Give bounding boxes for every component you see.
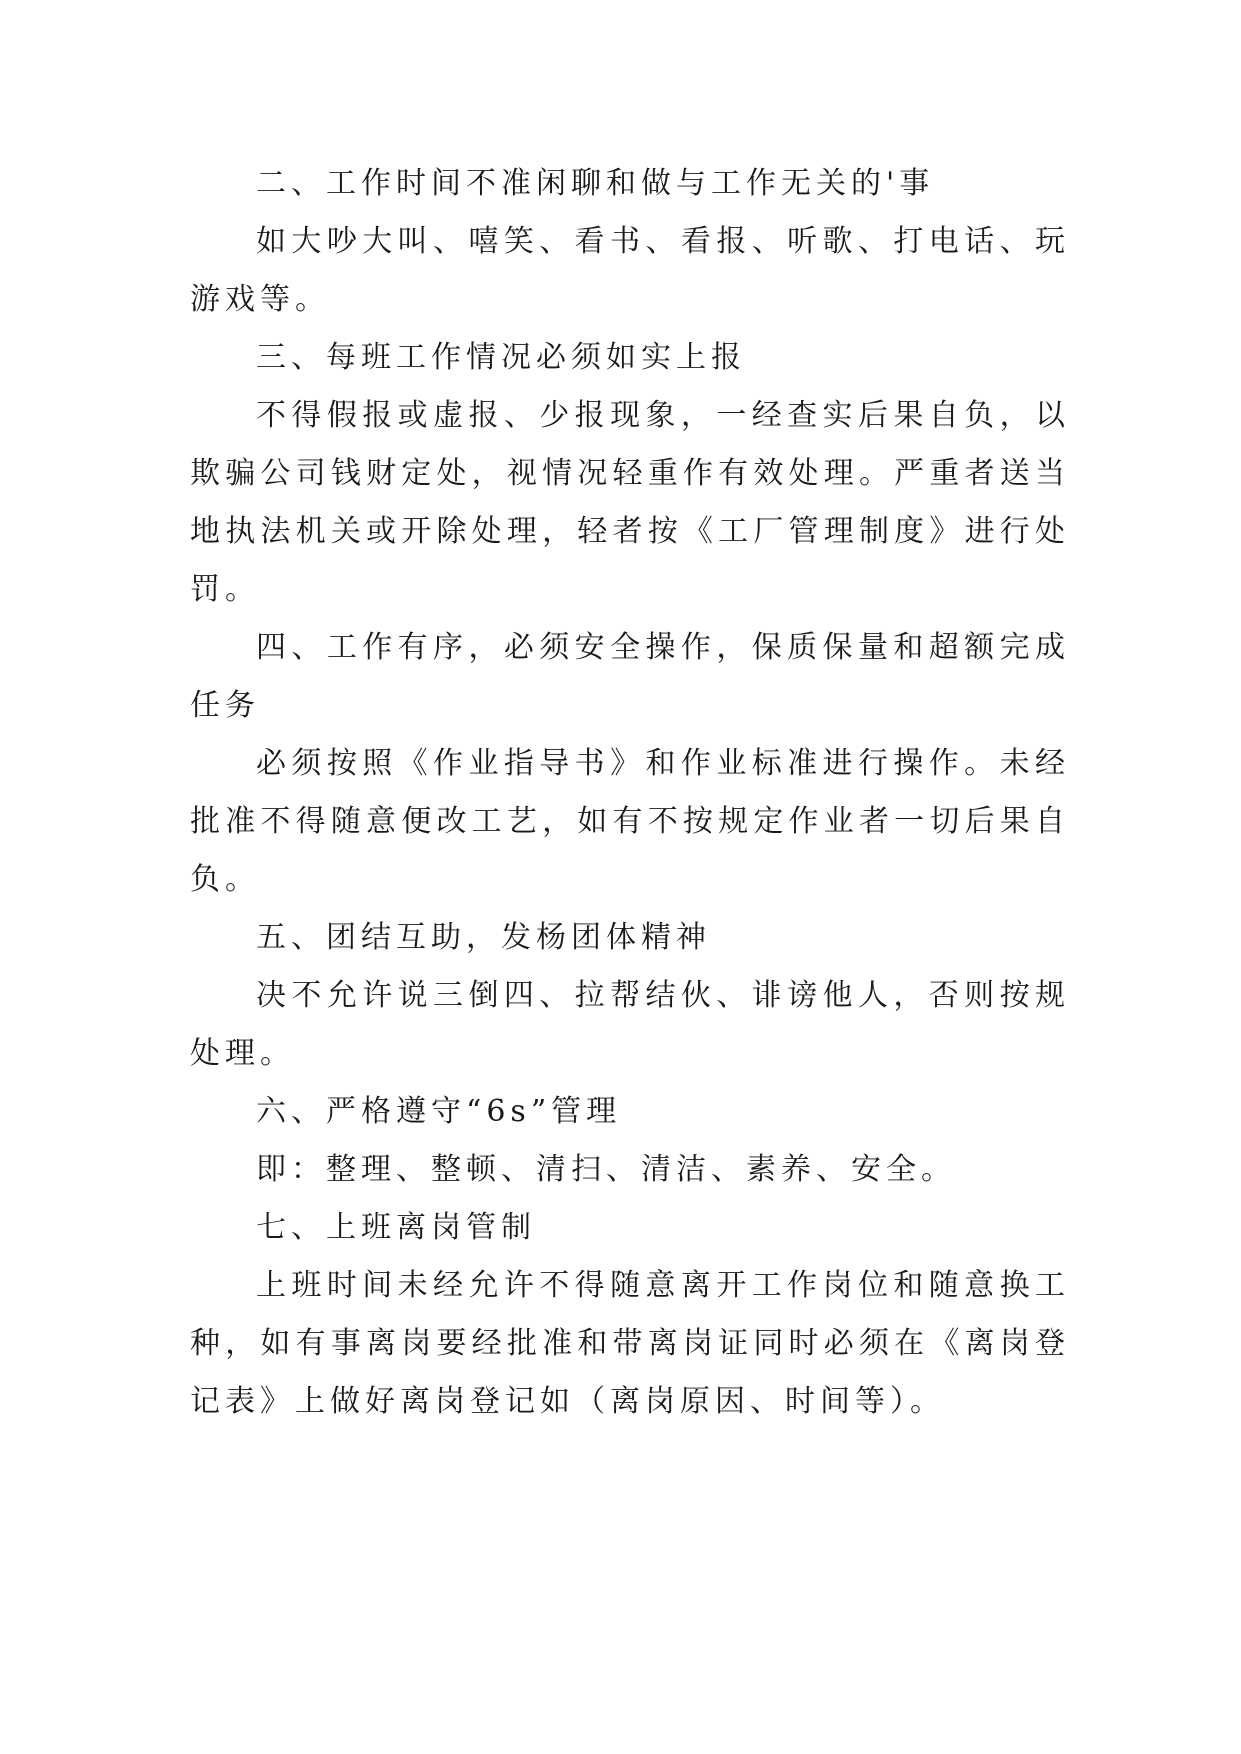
section-body-6: 即：整理、整顿、清扫、清洁、素养、安全。 xyxy=(256,1152,956,1187)
section-heading-7: 七、上班离岗管制 xyxy=(256,1210,536,1245)
section-body-3: 不得假报或虚报、少报现象，一经查实后果自负，以欺骗公司钱财定处，视情况轻重作有效处理。严重者送当地执法机关或开除处理，轻者按《工厂管理制度》进行处罚。 xyxy=(190,398,1070,607)
section-heading-6: 六、严格遵守“6s”管理 xyxy=(256,1094,622,1129)
section-heading-3: 三、每班工作情况必须如实上报 xyxy=(256,340,746,375)
document-body xyxy=(190,155,1070,1431)
section-heading-2: 二、工作时间不准闲聊和做与工作无关的'事 xyxy=(256,166,935,201)
section-body-4: 必须按照《作业指导书》和作业标准进行操作。未经批准不得随意便改工艺，如有不按规定作业者一切后果自负。 xyxy=(190,746,1070,897)
section-body-5: 决不允许说三倒四、拉帮结伙、诽谤他人，否则按规处理。 xyxy=(190,978,1070,1071)
section-body-7: 上班时间未经允许不得随意离开工作岗位和随意换工种，如有事离岗要经批准和带离岗证同时必须在《离岗登记表》上做好离岗登记如（离岗原因、时间等）。 xyxy=(190,1268,1070,1419)
section-heading-5: 五、团结互助，发杨团体精神 xyxy=(256,920,711,955)
section-body-2: 如大吵大叫、嘻笑、看书、看报、听歌、打电话、玩游戏等。 xyxy=(190,224,1070,317)
section-heading-4: 四、工作有序，必须安全操作，保质保量和超额完成任务 xyxy=(190,630,1070,723)
